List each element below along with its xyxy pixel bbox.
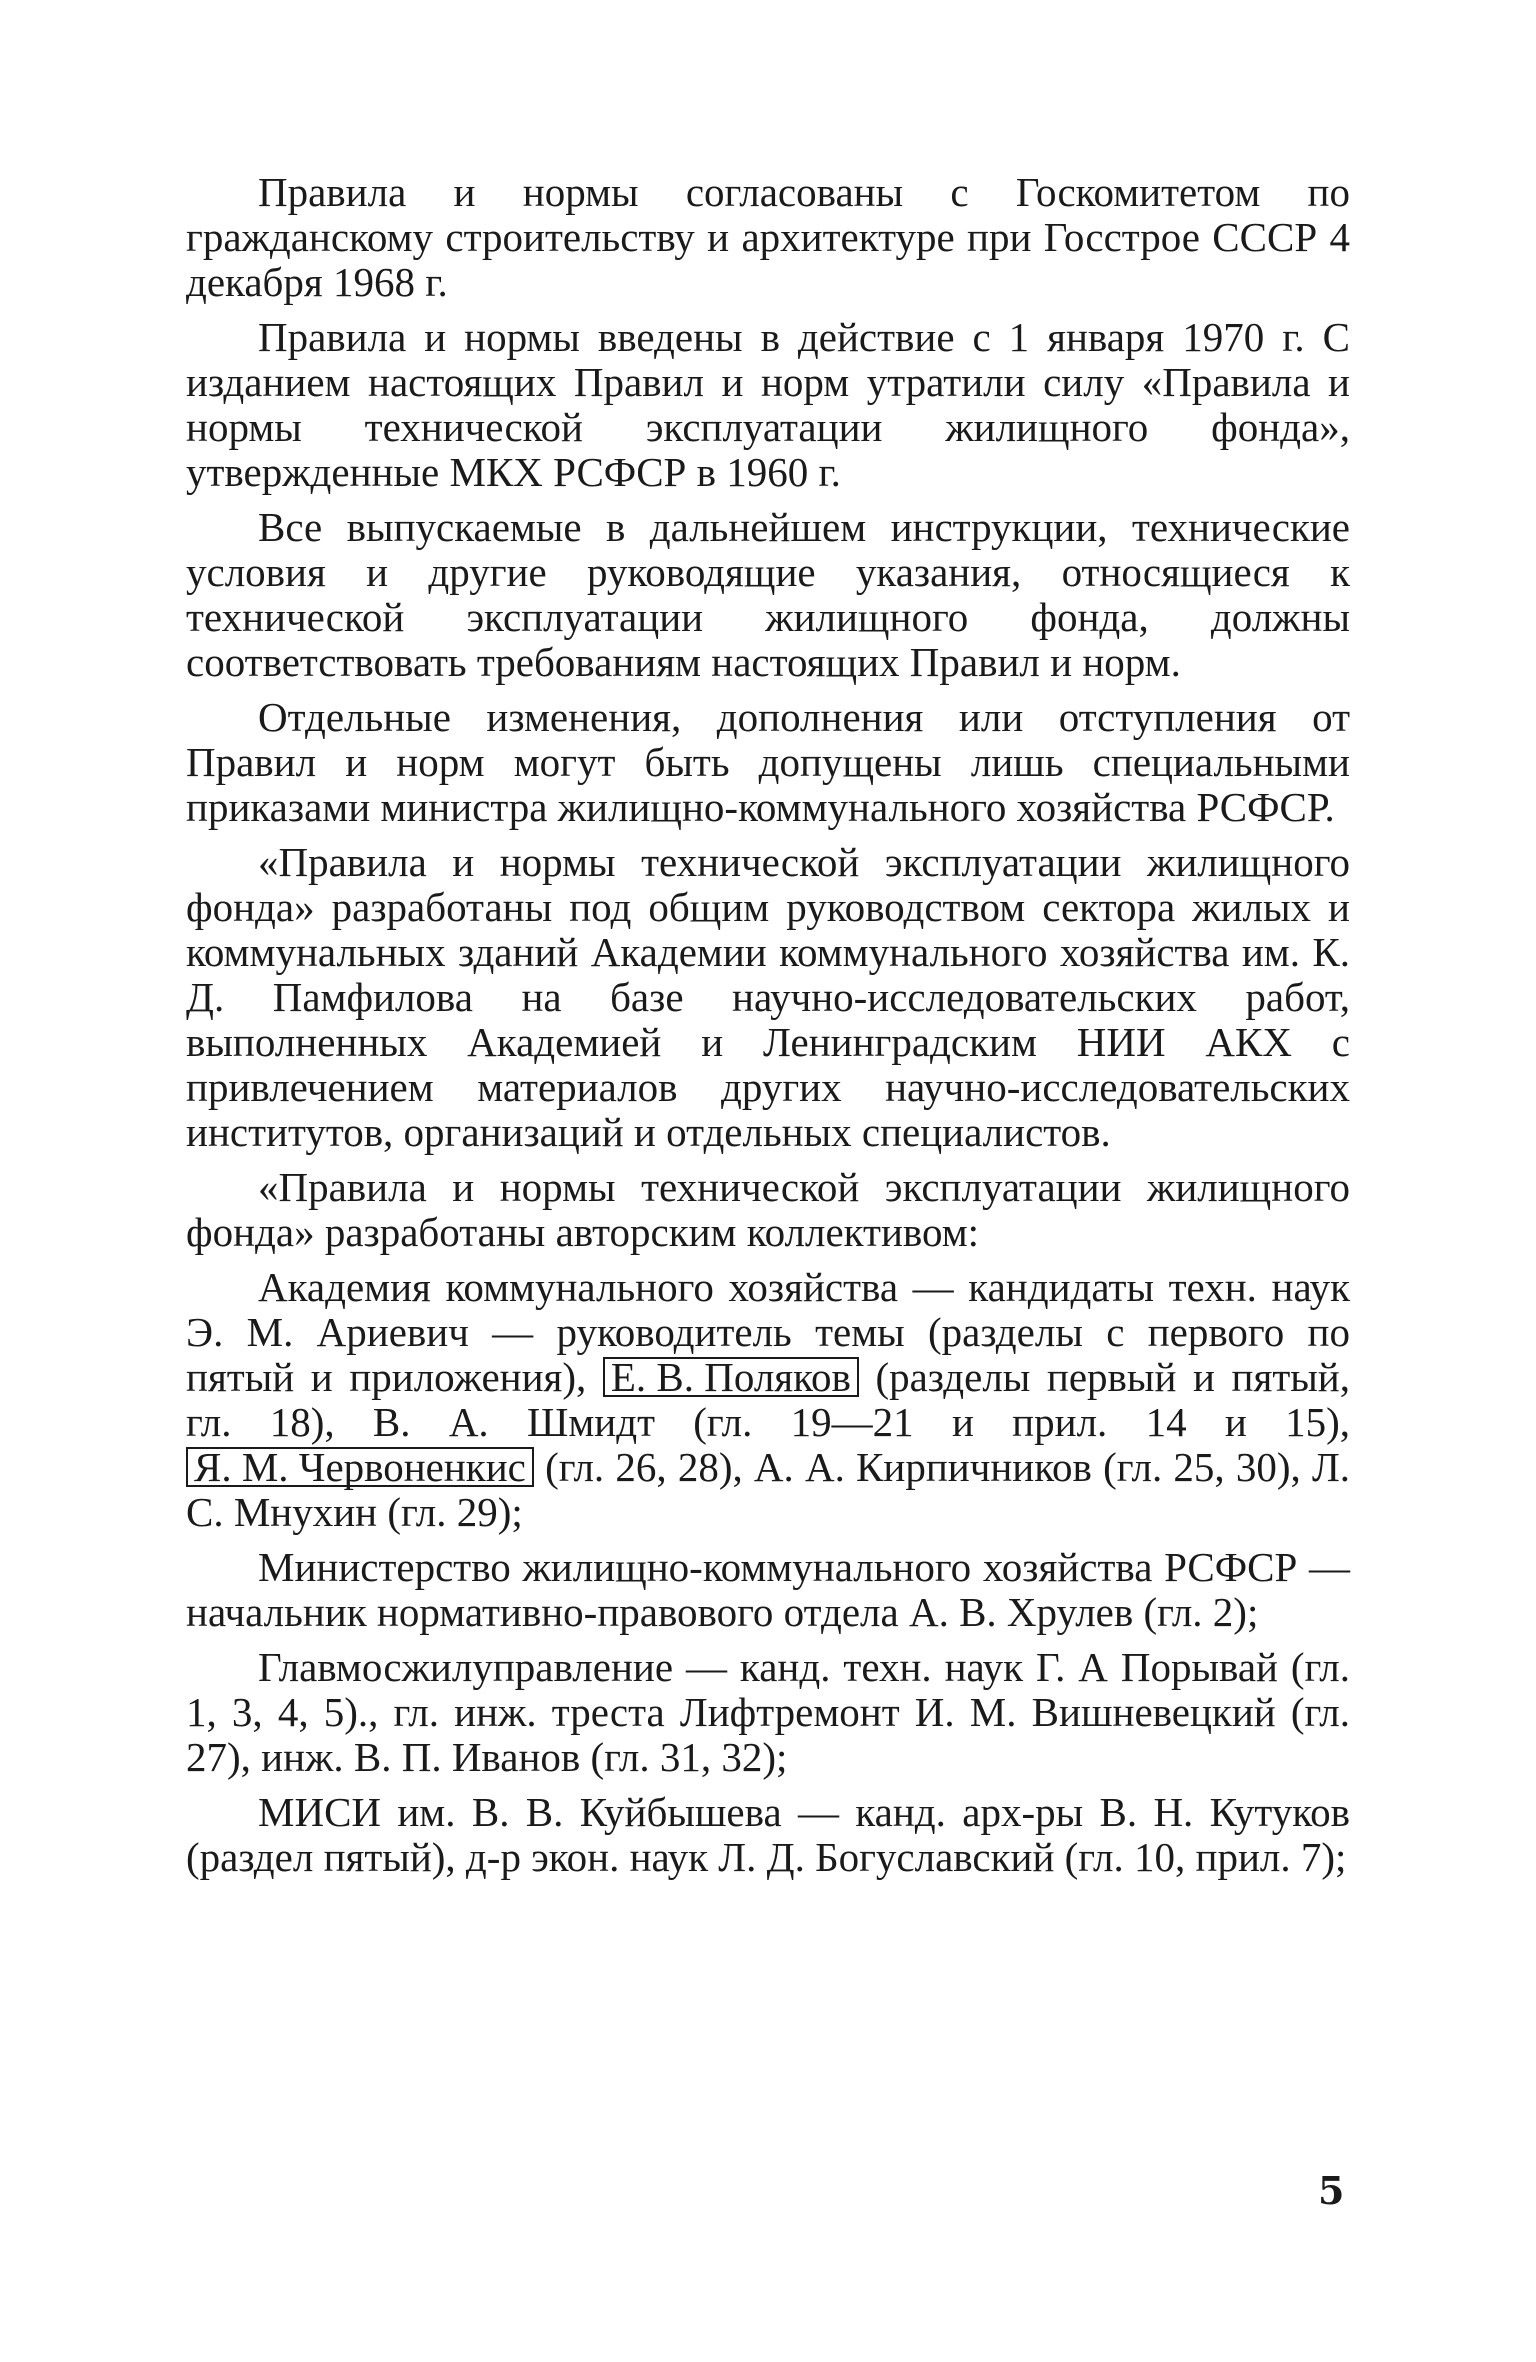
page-number: 5 xyxy=(1318,2168,1345,2213)
academy-authors-text-2: (разделы первый и пятый, гл. 18), В. А. Шмидт (гл. 19—21 и прил. 14 и 15), xyxy=(186,1354,1350,1445)
paragraph-changes: Отдельные изменения, дополнения или отступления от Правил и норм могут быть допущены лишь специальными приказами министра жилищно-коммунального хозяйства РСФСР. xyxy=(186,694,1350,830)
paragraph-effective-date: Правила и нормы введены в действие с 1 января 1970 г. С изданием настоящих Правил и норм утратили силу «Правила и нормы технической эксплуатации жилищного фонда», утвержденные МКХ РСФСР в 1960 г. xyxy=(186,314,1350,495)
academy-authors-text-1: Академия коммунального хозяйства — кандидаты техн. наук Э. М. Ариевич — руководитель темы (разделы с первого по пятый и приложения), xyxy=(186,1264,1350,1400)
framed-name-chervonenkis: Я. М. Червоненкис xyxy=(186,1447,534,1487)
academy-authors-text-3: (гл. 26, 28), А. А. Кирпичников (гл. 25, 30), Л. С. Мнухин (гл. 29); xyxy=(186,1444,1350,1535)
paragraph-academy-authors xyxy=(186,1265,1350,1535)
paragraph-authors-intro: «Правила и нормы технической эксплуатации жилищного фонда» разработаны авторским коллективом: xyxy=(186,1164,1350,1255)
page-body xyxy=(186,170,1350,1890)
framed-name-polyakov: Е. В. Поляков xyxy=(603,1357,859,1397)
paragraph-agreement: Правила и нормы согласованы с Госкомитетом по гражданскому строительству и архитектуре при Госстрое СССР 4 декабря 1968 г. xyxy=(186,169,1350,305)
paragraph-developers: «Правила и нормы технической эксплуатации жилищного фонда» разработаны под общим руководством сектора жилых и коммунальных зданий Академии коммунального хозяйства им. К. Д. Памфилова на базе научно-исследовательских работ, выполненных Академией и Ленинградским НИИ АКХ с привлечением материалов других научно-исследовательских институтов, организаций и отдельных специалистов. xyxy=(186,839,1350,1155)
paragraph-misi: МИСИ им. В. В. Куйбышева — канд. арх-ры В. Н. Кутуков (раздел пятый), д-р экон. наук Л. Д. Богуславский (гл. 10, прил. 7); xyxy=(186,1789,1350,1880)
paragraph-ministry: Министерство жилищно-коммунального хозяйства РСФСР — начальник нормативно-правового отдела А. В. Хрулев (гл. 2); xyxy=(186,1544,1350,1635)
paragraph-glavmos: Главмосжилуправление — канд. техн. наук Г. А Порывай (гл. 1, 3, 4, 5)., гл. инж. треста Лифтремонт И. М. Вишневецкий (гл. 27), инж. В. П. Иванов (гл. 31, 32); xyxy=(186,1644,1350,1780)
paragraph-instructions: Все выпускаемые в дальнейшем инструкции, технические условия и другие руководящие указания, относящиеся к технической эксплуатации жилищного фонда, должны соответствовать требованиям настоящих Правил и норм. xyxy=(186,504,1350,685)
